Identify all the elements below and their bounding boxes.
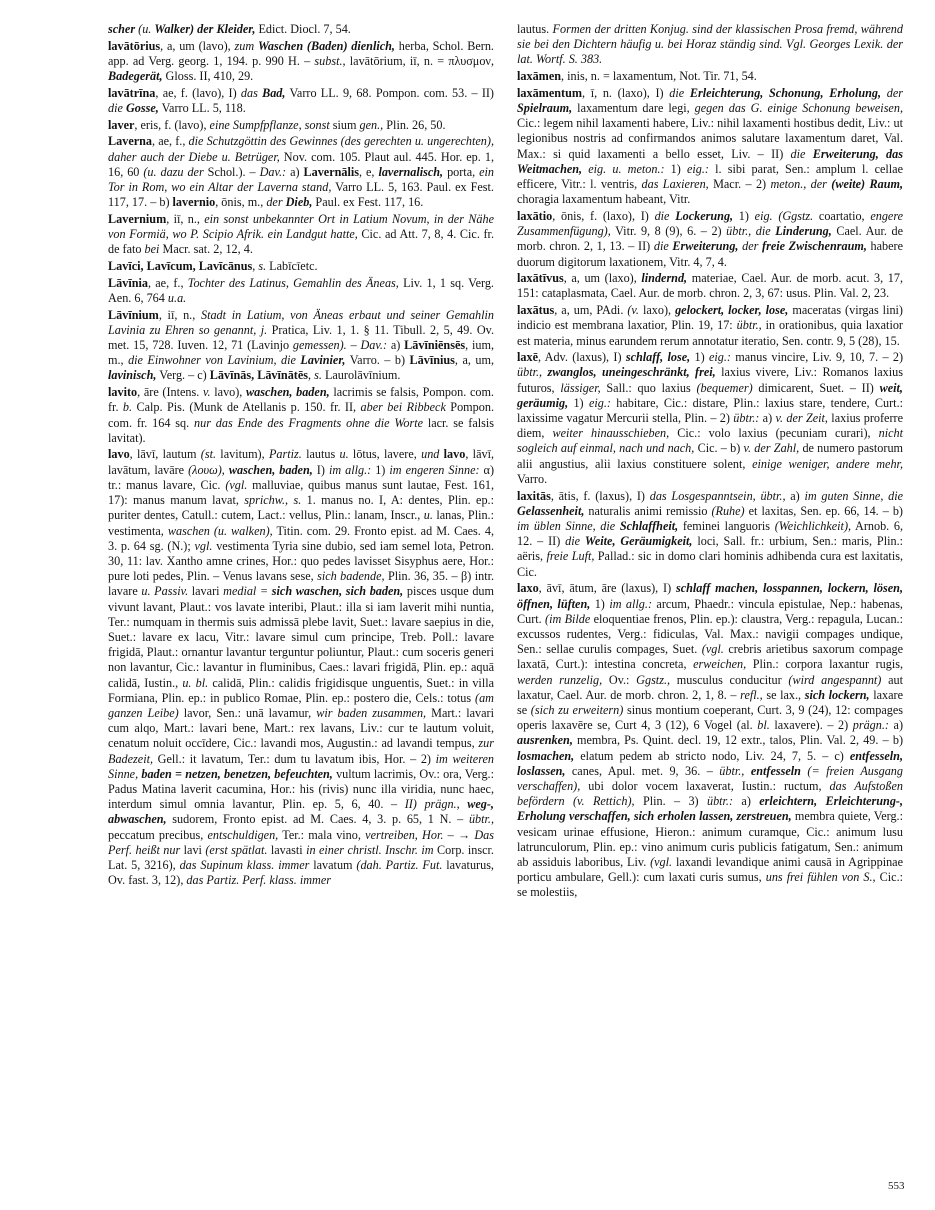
right-column	[517, 22, 903, 902]
dictionary-entry: lavātrīna, ae, f. (lavo), I) das Bad, Varro LL. 9, 68. Pompon. com. 53. – II) die Gosse, Varro LL. 5, 118.	[108, 85, 494, 116]
dictionary-entry: laxāmen, inis, n. = laxamentum, Not. Tir. 71, 54.	[517, 69, 757, 84]
dictionary-entry: Lavīci, Lavīcum, Lavīcānus, s. Labīcīetc.	[108, 259, 318, 274]
dictionary-entry: lautus. Formen der dritten Konjug. sind der klassischen Prosa fremd, während sie bei den Dichtern häufig u. bei Horaz ständig sind. Vgl. Georges Lexik. der lat. Wortf. S. 383.	[517, 22, 903, 67]
dictionary-entry: laxātio, ōnis, f. (laxo), I) die Lockerung, 1) eig. (Ggstz. coartatio, engere Zusammenfügung), Vitr. 9, 8 (9), 6. – 2) übtr., die Linderung, Cael. Aur. de morb. chron. 2, 1, 13. – II) die Erweiterung, der freie Zwischenraum, habere duorum digitorum laxationem, Vitr. 4, 7, 4.	[517, 208, 904, 269]
dictionary-entry: Lāvīnium, iī, n., Stadt in Latium, von Äneas erbaut und seiner Gemahlin Lavinia zu Ehren so genannt, j. Pratica, Liv. 1, 1. § 11. Tibull. 2, 5, 49. Ov. met. 15, 728. Iuven. 12, 71 (Lavinjo gemessen). – Dav.: a) Lāvīniēnsēs, ium, m., die Einwohner von Lavinium, die Lavinier, Varro. – b) Lāvīnius, a, um, lavinisch, Verg. – c) Lāvīnās, Lāvīnātēs, s. Laurolāvīnium.	[108, 307, 495, 383]
dictionary-entry: laxē, Adv. (laxus), I) schlaff, lose, 1) eig.: manus vincire, Liv. 9, 10, 7. – 2) übtr., zwanglos, uneingeschränkt, frei, laxius vivere, Liv.: Romanos laxius futuros, lässiger, Sall.: quo laxius (bequemer) dimicarent, Suet. – II) weit, geräumig, 1) eig.: habitare, Cic.: distare, Plin.: laxius stare, tendere, Curt.: laxissime vagatur Mercurii stella, Plin. – 2) übtr.: a) v. der Zeit, laxius proferre diem, weiter hinausschieben, Cic.: volo laxius (pecuniam curari), nicht sogleich auf einmal, nach und nach, Cic. – b) v. der Zahl, de numero pastorum alii angustius, alii laxius constituere solent, einige weniger, andere mehr, Varro.	[517, 350, 904, 486]
dictionary-entry: laxo, āvī, ātum, āre (laxus), I) schlaff machen, losspannen, lockern, lösen, öffnen, lüften, 1) im allg.: arcum, Phaedr.: vincula epistulae, Nep.: habenas, Curt. (im Bilde eloquentiae frenos, Plin. ep.): claustra, Verg.: repagula, Lucan.: excussos rudentes, Verg.: fidiculas, Val. Max.: navigii compages undique, Sen.: sellae curulis compages, Suet. (vgl. crebris arietibus saxorum compage laxatā, Curt.): intestina concreta, erweichen, Plin.: corpora laxantur rugis, werden runzelig, Ov.: Ggstz., musculus conducitur (wird angespannt) aut laxatur, Cael. Aur. de morb. chron. 2, 1, 8. – refl., se lax., sich lockern, laxare se (sich zu erweitern) sinus montium coeperant, Curt. 3, 9 (24), 12: compages operis laxavēre se, Curt 4, 3 (12), 6 Vogel (al. bl. laxavere). – 2) prägn.: a) ausrenken, membra, Ps. Quint. decl. 19, 12 extr., talos, Plin. Val. 2, 49. – b) losmachen, elatum pedem ab stricto nodo, Liv. 24, 7, 5. – c) entfesseln, loslassen, canes, Apul. met. 9, 36. – übtr., entfesseln (= freien Ausgang verschaffen), ubi dolor vocem laxaverat, Iustin.: ructum, das Aufstoßen befördern (v. Rettich), Plin. – 3) übtr.: a) erleichtern, Erleichterung-, Erholung verschaffen, sich erholen lassen, zerstreuen, membra quiete, Verg.: vesicam urinae effusione, Hieron.: animum curamque, Cic.: animum lusu latrunculorum, Plin. ep.: vino animum curis publicis fatigatum, Sen.: animum ab assiduis laboribus, Liv. (vgl. laxandi levandique animi causā in Agrippinae porticu ambulare, Gell.): cum laxati curis sumus, uns frei fühlen von S., Cic.: se molestiis,	[517, 581, 904, 900]
dictionary-entry: lavātōrius, a, um (lavo), zum Waschen (Baden) dienlich, herba, Schol. Bern. app. ad Verg. georg. 1, 194. p. 990 H. – subst., lavātōrium, iī, n. = πλυσμον, Badegerät, Gloss. II, 410, 29.	[108, 38, 494, 84]
left-column	[108, 22, 494, 890]
dictionary-entry: lavito, āre (Intens. v. lavo), waschen, baden, lacrimis se falsis, Pompon. com. fr. b. Calp. Pis. (Munk de Atellanis p. 150. fr. II, aber bei Ribbeck Pompon. com. fr. 164 sq. nur das Ende des Fragments ohne die Worte lacr. se falsis lavitat).	[108, 385, 494, 445]
dictionary-entry: lavo, lāvī, lautum (st. lavitum), Partiz. lautus u. lōtus, lavere, und lavo, lāvī, lavātum, lavāre (λουω), waschen, baden, I) im allg.: 1) im engeren Sinne: α) tr.: manus lavare, Cic. (vgl. malluviae, quibus manus sunt lautae, Fest. 161, 17): manus manum lavat, sprichw., s. 1. manus no. I, A: dentes, Plin. ep.: puriter dentes, Catull.: cutem, Lact.: vellus, Plin.: lanam, Inscr., u. lanas, Plin.: vestimenta, waschen (u. walken), Titin. com. 29. Fronto epist. ad M. Caes. 4, 3. p. 64 sg. (N.); vgl. vestimenta Tyria sine dubio, sed iam semel lota, Petron. 30, 11: lav. Xantho amne crines, Hor.: quo pedes lavisset Sisyphus aere, Hor.: pure loti pedes, Plin. – Venus lavans sese, sich badende, Plin. 36, 35. – β) intr. lavare u. Passiv. lavari medial = sich waschen, sich baden, pisces usque dum vivunt lavant, Plaut.: vos lavate interibi, Plaut.: illa si iam laverit mihi nuntia, Ter.: numquam in thermis suis admissā plebe lavit, Suet.: lavare saepius in die, Suet.: lavare ex lacu, Vitr.: lavare simul cum principe, Treb. Poll.: lavare frigidā, Plaut.: ornantur lavantur terguntur poliuntur, Plaut.: cum soceris generi non lavantur, Cic.: lavantur in fluminibus, Caes.: lavari frigidā, Plin. ep.: aquā calidā, Iustin., u. bl. calidā, Plin.: calidis frigidisque unguentis, Suet.: in villa Formiana, Plin. ep.: in publico Romae, Plin. ep.: postero die, Cels.: totus (am ganzen Leibe) lavor, Sen.: unā lavamur, wir baden zusammen, Mart.: lavari cum alqo, Mart.: lavari bene, Mart.: rex lavans, Liv.: cur te lautum voluit, cenatum noluit occīdere, Cic.: lavandi mos, Augustin.: ad lavandi tempus, zur Badezeit, Gell.: it lavatum, Ter.: dum tu lavatum ibis, Hor. – 2) im weiteren Sinne, baden = netzen, benetzen, befeuchten, vultum lacrimis, Ov.: ora, Verg.: Padus Matina laverit cacumina, Hor.: his (rivis) nunc illa viridia, nunc haec, interdum simul omnia lavantur, Plin. ep. 5, 6, 40. – II) prägn., weg-, abwaschen, sudorem, Fronto epist. ad M. Caes. 4, 3. p. 65, 1 N. – übtr., peccatum precibus, entschuldigen, Ter.: mala vino, vertreiben, Hor. – → Das Perf. heißt nur lavi (erst spätlat. lavasti in einer christl. Inschr. im Corp. inscr. Lat. 5, 3216), das Supinum klass. immer lavatum (dah. Partiz. Fut. lavaturus, Ov. fast. 3, 12), das Partiz. Perf. klass. immer	[108, 447, 495, 888]
dictionary-entry: Lavernium, iī, n., ein sonst unbekannter Ort in Latium Novum, in der Nähe von Formiä, wo P. Scipio Afrik. ein Landgut hatte, Cic. ad Att. 7, 8, 4. Cic. fr. de fato bei Macr. sat. 2, 12, 4.	[108, 211, 495, 257]
page-number: 553	[888, 1180, 905, 1192]
dictionary-entry: laxitās, ātis, f. (laxus), I) das Losgespanntsein, übtr., a) im guten Sinne, die Gelassenheit, naturalis animi remissio (Ruhe) et laxitas, Sen. ep. 66, 14. – b) im üblen Sinne, die Schlaffheit, feminei languoris (Weichlichkeit), Arnob. 6, 12. – II) die Weite, Geräumigkeit, loci, Sall. fr.: urbium, Sen.: maris, Plin.: aëris, freie Luft, Pallad.: sic in domo clari hominis adhibenda cura est laxitatis, Cic.	[517, 488, 904, 579]
dictionary-entry: laxātus, a, um, PAdi. (v. laxo), gelockert, locker, lose, maceratas (virgas lini) indicio est membrana laxatior, Plin. 19, 17: übtr., in orationibus, quia laxatior est materia, minus earundem rerum annotatur iteratio, Sen. contr. 9, 5 (28), 15.	[517, 303, 903, 348]
dictionary-entry: laver, eris, f. (lavo), eine Sumpfpflanze, sonst sium gen., Plin. 26, 50.	[108, 117, 446, 132]
dictionary-entry: Laverna, ae, f., die Schutzgöttin des Gewinnes (des gerechten u. ungerechten), daher auch der Diebe u. Betrüger, Nov. com. 105. Plaut aul. 445. Hor. ep. 1, 16, 60 (u. dazu der Schol.). – Dav.: a) Lavernālis, e, lavernalisch, porta, ein Tor in Rom, wo ein Altar der Laverna stand, Varro LL. 5, 163. Paul. ex Fest. 117, 17. – b) lavernio, ōnis, m., der Dieb, Paul. ex Fest. 117, 16.	[108, 134, 494, 210]
dictionary-entry: scher (u. Walker) der Kleider, Edict. Diocl. 7, 54.	[108, 22, 351, 36]
dictionary-entry: Lāvīnia, ae, f., Tochter des Latinus, Gemahlin des Äneas, Liv. 1, 1 sq. Verg. Aen. 6, 764 u.a.	[108, 275, 494, 305]
dictionary-entry: laxāmentum, ī, n. (laxo), I) die Erleichterung, Schonung, Erholung, der Spielraum, laxamentum dare legi, gegen das G. einige Schonung beweisen, Cic.: legem nihil laxamenti habere, Liv.: nihil laxamenti hostibus dedit, Liv.: ut legionibus nostris ad confirmandos animos salutare laxamentum daret, Val. Max.: si quid laxamenti a bello esset, Liv. – II) die Erweiterung, das Weitmachen, eig. u. meton.: 1) eig.: l. sibi parat, Sen.: amplum l. cellae efficere, Vitr.: l. ventris, das Laxieren, Macr. – 2) meton., der (weite) Raum, choragia laxamentum habeant, Vitr.	[517, 85, 904, 207]
dictionary-entry: laxātīvus, a, um (laxo), lindernd, materiae, Cael. Aur. de morb. acut. 3, 17, 151: cataplasmata, Cael. Aur. de morb. chron. 2, 3, 67: usus. Plin. Val. 2, 23.	[517, 271, 903, 301]
